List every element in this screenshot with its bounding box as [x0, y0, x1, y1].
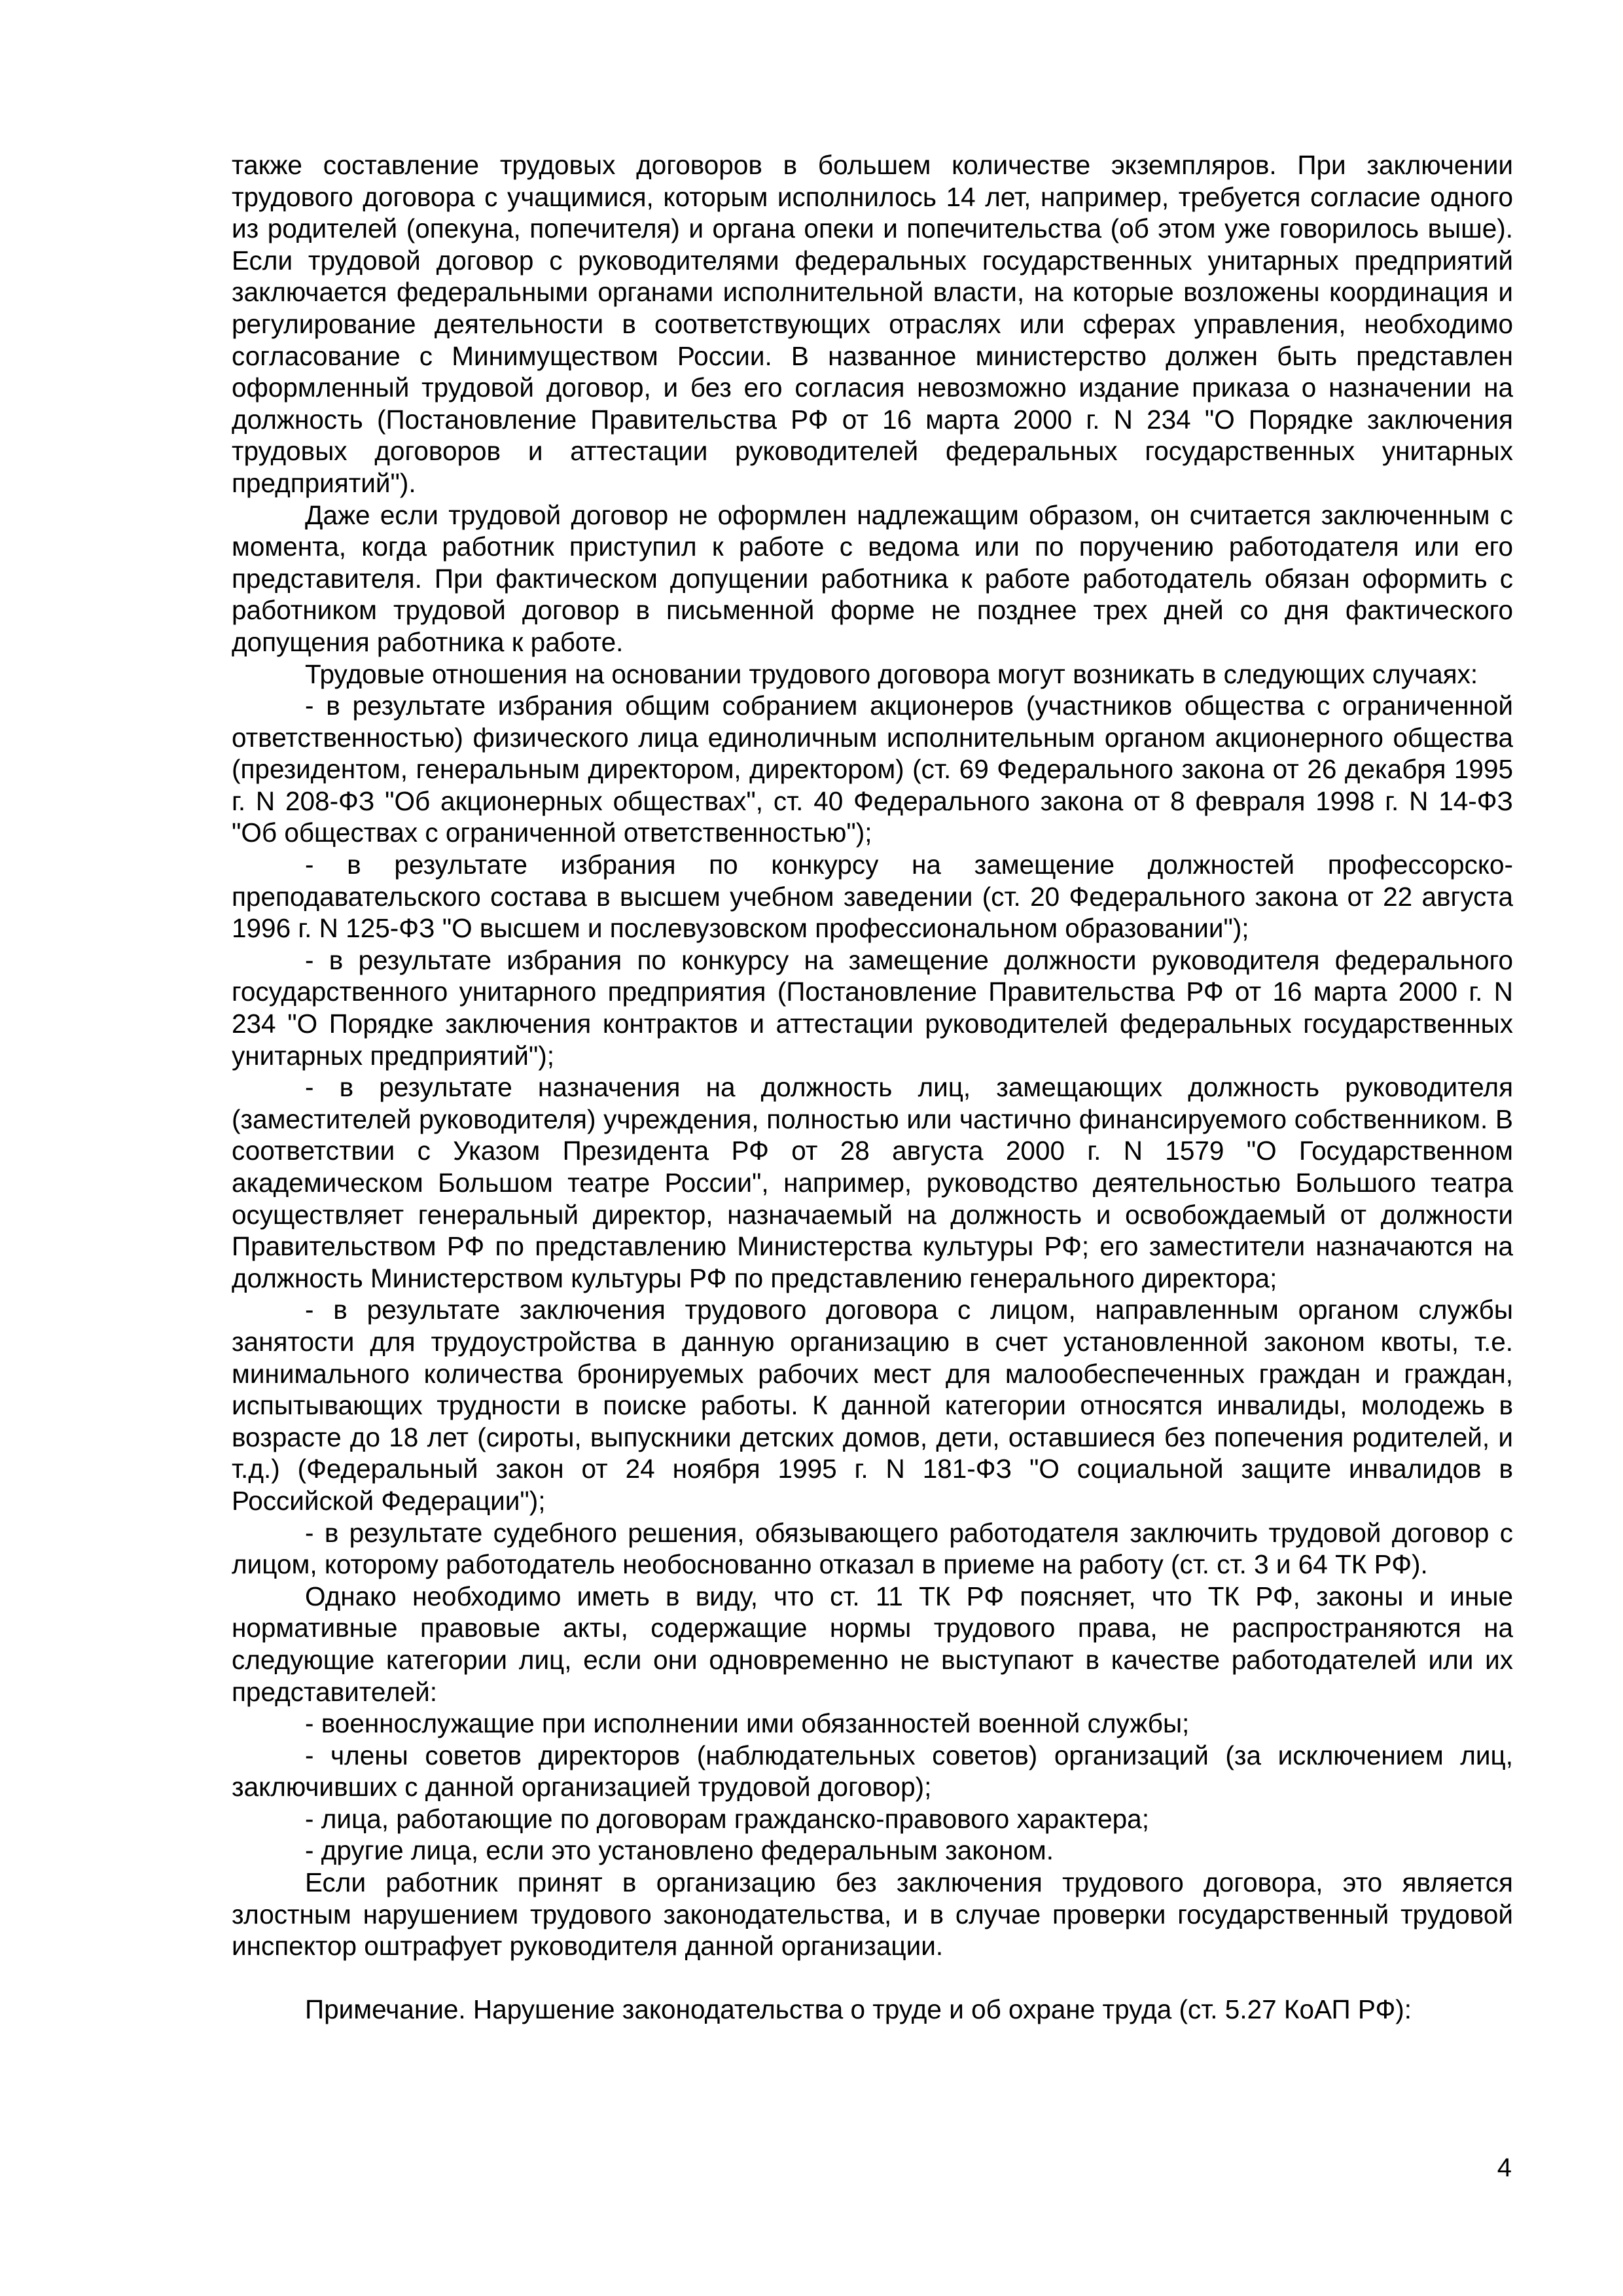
paragraph: Если работник принят в организацию без заключения трудового договора, это является злостным нарушением трудового законодательства, и в случае проверки государственный трудовой инспектор оштрафует руководителя данной организации.: [232, 1867, 1513, 1962]
list-item: - в результате заключения трудового договора с лицом, направленным органом службы занятости для трудоустройства в данную организацию в счет установленной законом квоты, т.е. минимального количества бронируемых рабочих мест для малообеспеченных граждан и граждан, испытывающих трудности в поиске работы. К данной категории относятся инвалиды, молодежь в возрасте до 18 лет (сироты, выпускники детских домов, дети, оставшиеся без попечения родителей, и т.д.) (Федеральный закон от 24 ноября 1995 г. N 181-ФЗ "О социальной защите инвалидов в Российской Федерации");: [232, 1295, 1513, 1516]
list-item: - лица, работающие по договорам гражданско-правового характера;: [305, 1803, 1149, 1834]
list-item: - члены советов директоров (наблюдательных советов) организаций (за исключением лиц, заключивших с данной организацией трудовой договор);: [232, 1740, 1513, 1803]
note-paragraph: Примечание. Нарушение законодательства о труде и об охране труда (ст. 5.27 КоАП РФ):: [305, 1994, 1412, 2024]
page-number: 4: [1497, 2153, 1512, 2182]
paragraph: Трудовые отношения на основании трудового договора могут возникать в следующих случаях:: [305, 658, 1478, 689]
list-item: - военнослужащие при исполнении ими обязанностей военной службы;: [305, 1708, 1190, 1739]
paragraph: Даже если трудовой договор не оформлен надлежащим образом, он считается заключенным с момента, когда работник приступил к работе с ведома или по поручению работодателя или его представителя. При фактическом допущении работника к работе работодатель обязан оформить с работником трудовой договор в письменной форме не позднее трех дней со дня фактического допущения работника к работе.: [232, 499, 1513, 657]
list-item: - в результате избрания по конкурсу на замещение должностей профессорско-преподавательского состава в высшем учебном заведении (ст. 20 Федерального закона от 22 августа 1996 г. N 125-ФЗ "О высшем и послевузовском профессиональном образовании");: [232, 850, 1513, 944]
paragraph: Однако необходимо иметь в виду, что ст. 11 ТК РФ поясняет, что ТК РФ, законы и иные нормативные правовые акты, содержащие нормы трудового права, не распространяются на следующие категории лиц, если они одновременно не выступают в качестве работодателей или их представителей:: [232, 1581, 1513, 1707]
list-item: - в результате избрания общим собранием акционеров (участников общества с ограниченной ответственностью) физического лица единоличным исполнительным органом акционерного общества (президентом, генеральным директором, директором) (ст. 69 Федерального закона от 26 декабря 1995 г. N 208-ФЗ "Об акционерных обществах", ст. 40 Федерального закона от 8 февраля 1998 г. N 14-ФЗ "Об обществах с ограниченной ответственностью");: [232, 691, 1513, 848]
document-body: [232, 149, 1513, 2025]
list-item: - другие лица, если это установлено федеральным законом.: [305, 1835, 1054, 1866]
list-item: - в результате назначения на должность лиц, замещающих должность руководителя (заместителей руководителя) учреждения, полностью или частично финансируемого собственником. В соответствии с Указом Президента РФ от 28 августа 2000 г. N 1579 "О Государственном академическом Большом театре России", например, руководство деятельностью Большого театра осуществляет генеральный директор, назначаемый на должность и освобождаемый от должности Правительством РФ по представлению Министерства культуры РФ; его заместители назначаются на должность Министерством культуры РФ по представлению генерального директора;: [232, 1072, 1513, 1293]
paragraph: также составление трудовых договоров в большем количестве экземпляров. При заключении трудового договора с учащимися, которым исполнилось 14 лет, например, требуется согласие одного из родителей (опекуна, попечителя) и органа опеки и попечительства (об этом уже говорилось выше). Если трудовой договор с руководителями федеральных государственных унитарных предприятий заключается федеральными органами исполнительной власти, на которые возложены координация и регулирование деятельности в соответствующих отраслях или сферах управления, необходимо согласование с Минимуществом России. В названное министерство должен быть представлен оформленный трудовой договор, и без его согласия невозможно издание приказа о назначении на должность (Постановление Правительства РФ от 16 марта 2000 г. N 234 "О Порядке заключения трудовых договоров и аттестации руководителей федеральных государственных унитарных предприятий").: [232, 150, 1513, 498]
list-item: - в результате судебного решения, обязывающего работодателя заключить трудовой договор с лицом, которому работодатель необоснованно отказал в приеме на работу (ст. ст. 3 и 64 ТК РФ).: [232, 1517, 1513, 1580]
list-item: - в результате избрания по конкурсу на замещение должности руководителя федерального государственного унитарного предприятия (Постановление Правительства РФ от 16 марта 2000 г. N 234 "О Порядке заключения контрактов и аттестации руководителей федеральных государственных унитарных предприятий");: [232, 944, 1513, 1071]
